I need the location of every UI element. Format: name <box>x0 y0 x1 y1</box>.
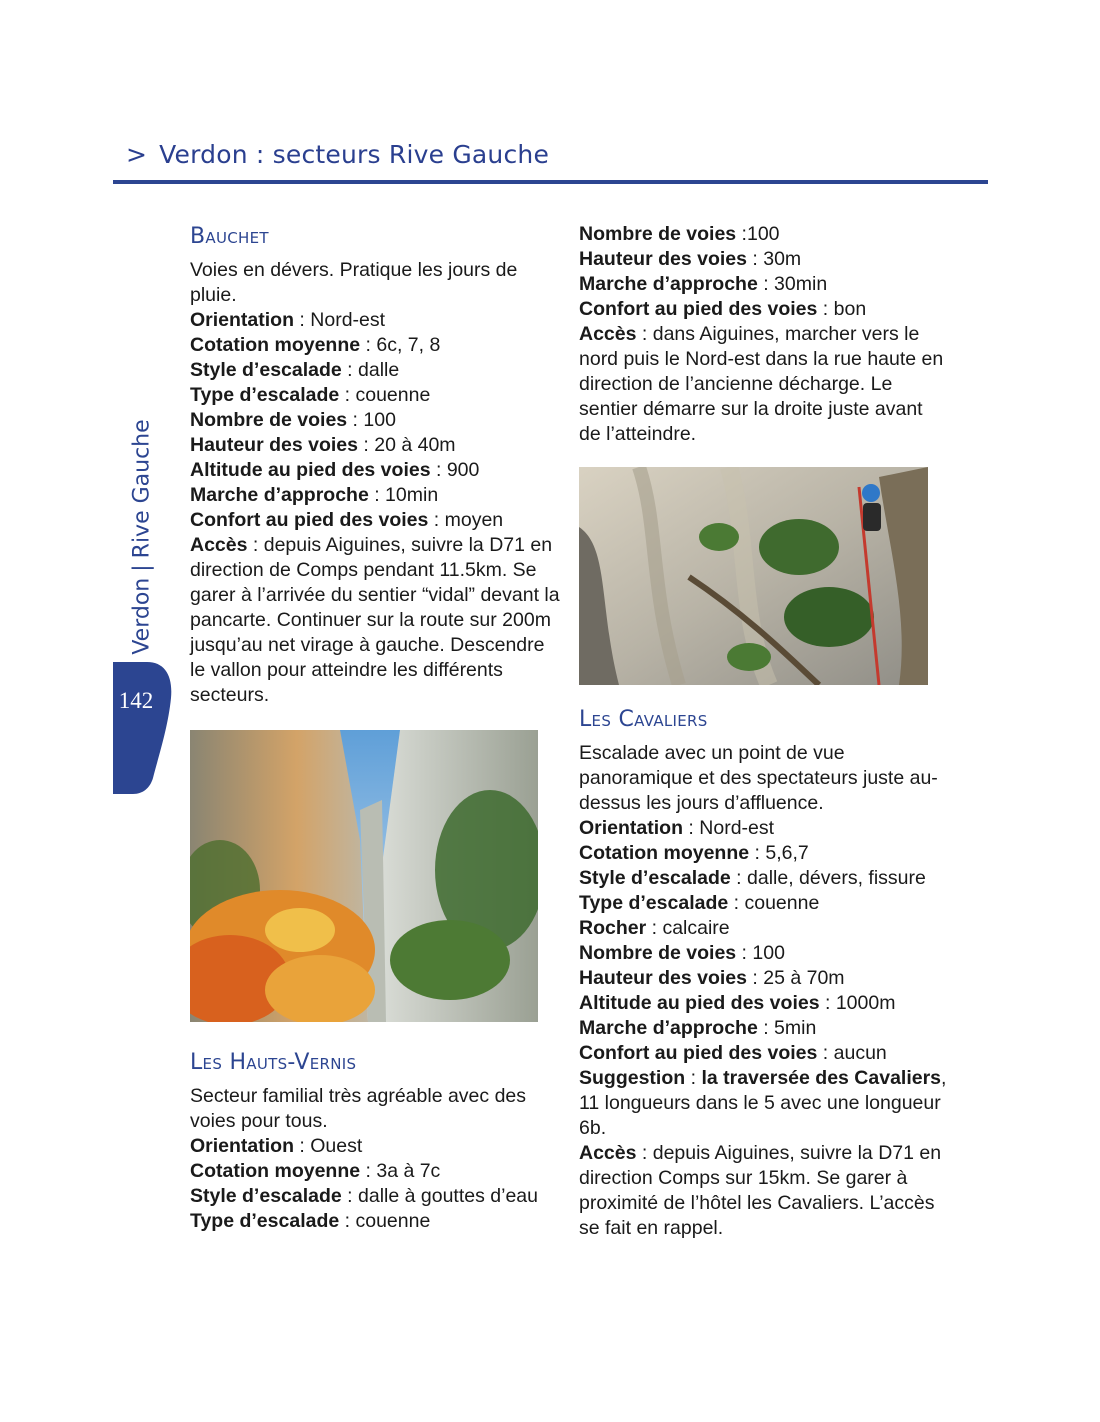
suggestion-route: la traversée des Cavaliers <box>701 1067 942 1089</box>
field-value: : 30min <box>757 273 828 295</box>
field-value: : couenne <box>728 892 820 914</box>
field-value: : dans Aiguines, marcher vers le nord puis le Nord-est dans la rue haute en direction de l’ancienne décharge. Le sentier démarre sur la droite juste avant de l’atteindre. <box>579 323 944 445</box>
field-value: : couenne <box>339 384 431 406</box>
field-label: Marche d’approche <box>579 1017 758 1039</box>
bauchet-intro: Voies en dévers. Pratique les jours de pluie. <box>190 259 518 306</box>
climber-photo <box>579 467 928 685</box>
field-label: Cotation moyenne <box>190 1160 361 1182</box>
cavaliers-marche <box>579 1016 949 1041</box>
bauchet-cont-hauteur <box>579 247 949 272</box>
field-label: Cotation moyenne <box>579 842 750 864</box>
field-label: Type d’escalade <box>579 892 729 914</box>
bauchet-hauteur <box>190 433 560 458</box>
bauchet-cotation <box>190 333 560 358</box>
field-value: : 20 à 40m <box>357 434 456 456</box>
page-number: 142 <box>118 688 154 713</box>
field-label: Confort au pied des voies <box>579 1042 818 1064</box>
bauchet-style <box>190 358 560 383</box>
field-value: : 25 à 70m <box>746 967 845 989</box>
field-label: Nombre de voies <box>579 942 737 964</box>
field-label: Type d’escalade <box>190 384 340 406</box>
field-label: Type d’escalade <box>190 1210 340 1232</box>
field-value: :100 <box>736 223 780 245</box>
header-chevron: > <box>126 140 148 169</box>
field-label: Orientation <box>190 309 295 331</box>
field-label: Suggestion <box>579 1067 686 1089</box>
field-value: : Ouest <box>294 1135 363 1157</box>
bauchet-altitude <box>190 458 560 483</box>
cavaliers-suggestion <box>579 1066 949 1141</box>
left-column <box>190 222 560 708</box>
bauchet-cont-acces <box>579 322 949 447</box>
page-number-tab <box>113 662 175 794</box>
field-value: : bon <box>817 298 867 320</box>
field-value: : couenne <box>339 1210 431 1232</box>
field-value: : calcaire <box>646 917 730 939</box>
field-value: : dalle, dévers, fissure <box>730 867 926 889</box>
field-value: : 30m <box>746 248 802 270</box>
cavaliers-orientation <box>579 816 949 841</box>
field-value: : 5,6,7 <box>749 842 809 864</box>
field-value: : 100 <box>736 942 785 964</box>
bauchet-nombre <box>190 408 560 433</box>
field-label: Hauteur des voies <box>579 248 747 270</box>
page-header <box>126 140 549 169</box>
hauts-vernis-style <box>190 1184 560 1209</box>
field-value: : 900 <box>430 459 480 481</box>
field-label: Orientation <box>579 817 684 839</box>
field-value: : 100 <box>347 409 396 431</box>
hauts-vernis-orientation <box>190 1134 560 1159</box>
side-label-a: Verdon <box>129 577 155 655</box>
field-value: : aucun <box>817 1042 887 1064</box>
field-label: Accès <box>190 534 248 556</box>
field-label: Style d’escalade <box>190 359 342 381</box>
field-label: Cotation moyenne <box>190 334 361 356</box>
field-value: : 1000m <box>819 992 896 1014</box>
cavaliers-nombre <box>579 941 949 966</box>
cavaliers-confort <box>579 1041 949 1066</box>
cavaliers-style <box>579 866 949 891</box>
cavaliers-altitude <box>579 991 949 1016</box>
field-value: : moyen <box>428 509 504 531</box>
field-value: , 11 longueurs dans le 5 avec une longueur 6b. <box>579 1067 947 1139</box>
hauts-vernis-intro: Secteur familial très agréable avec des voies pour tous. <box>190 1085 527 1132</box>
bauchet-orientation <box>190 308 560 333</box>
bauchet-type <box>190 383 560 408</box>
field-value: : Nord-est <box>683 817 775 839</box>
field-label: Confort au pied des voies <box>579 298 818 320</box>
field-value: : depuis Aiguines, suivre la D71 en direction de Comps pendant 11.5km. Se garer à l’arrivée du sentier “vidal” devant la pancarte. Continuer sur la route sur 200m jusqu’au net virage à gauche. Descendre le vallon pour atteindre les différents secteurs. <box>190 534 560 706</box>
section-title-cavaliers: Les Cavaliers <box>579 707 708 732</box>
field-label: Accès <box>579 323 637 345</box>
section-title-hauts-vernis: Les Hauts-Vernis <box>190 1050 357 1075</box>
field-label: Style d’escalade <box>190 1185 342 1207</box>
header-title: Verdon : secteurs Rive Gauche <box>159 140 550 169</box>
bauchet-marche <box>190 483 560 508</box>
hauts-vernis-type <box>190 1209 560 1234</box>
side-label-separator: | <box>129 564 155 572</box>
field-label: Hauteur des voies <box>579 967 747 989</box>
field-label: Nombre de voies <box>190 409 348 431</box>
side-section-label <box>130 419 155 654</box>
field-label: Marche d’approche <box>190 484 369 506</box>
bauchet-cont-confort <box>579 297 949 322</box>
field-label: Altitude au pied des voies <box>190 459 431 481</box>
field-colon: : <box>685 1067 702 1089</box>
field-value: : Nord-est <box>294 309 386 331</box>
field-label: Marche d’approche <box>579 273 758 295</box>
cavaliers-acces <box>579 1141 949 1241</box>
left-column-lower <box>190 1048 560 1234</box>
cavaliers-intro: Escalade avec un point de vue panoramique et des spectateurs juste au-dessus les jours d’affluence. <box>579 742 938 814</box>
cavaliers-type <box>579 891 949 916</box>
section-title-bauchet: Bauchet <box>190 224 269 249</box>
field-value: : 6c, 7, 8 <box>360 334 441 356</box>
field-value: : 3a à 7c <box>360 1160 441 1182</box>
hauts-vernis-cotation <box>190 1159 560 1184</box>
bauchet-cont-nombre <box>579 222 949 247</box>
field-value: : dalle <box>341 359 400 381</box>
field-label: Altitude au pied des voies <box>579 992 820 1014</box>
bauchet-acces <box>190 533 560 708</box>
field-label: Hauteur des voies <box>190 434 358 456</box>
gorge-photo <box>190 730 538 1022</box>
field-label: Orientation <box>190 1135 295 1157</box>
field-label: Nombre de voies <box>579 223 737 245</box>
cavaliers-cotation <box>579 841 949 866</box>
bauchet-cont-marche <box>579 272 949 297</box>
field-label: Confort au pied des voies <box>190 509 429 531</box>
field-label: Style d’escalade <box>579 867 731 889</box>
field-label: Rocher <box>579 917 647 939</box>
field-value: : dalle à gouttes d’eau <box>341 1185 538 1207</box>
field-label: Accès <box>579 1142 637 1164</box>
field-value: : 5min <box>757 1017 817 1039</box>
side-label-b: Rive Gauche <box>129 419 155 559</box>
field-value: : depuis Aiguines, suivre la D71 en direction Comps sur 15km. Se garer à proximité de l’hôtel les Cavaliers. L’accès se fait en rappel. <box>579 1142 942 1239</box>
cavaliers-rocher <box>579 916 949 941</box>
right-column <box>579 222 949 447</box>
cavaliers-hauteur <box>579 966 949 991</box>
field-value: : 10min <box>368 484 439 506</box>
right-column-lower <box>579 705 949 1241</box>
bauchet-confort <box>190 508 560 533</box>
header-rule <box>113 180 988 184</box>
